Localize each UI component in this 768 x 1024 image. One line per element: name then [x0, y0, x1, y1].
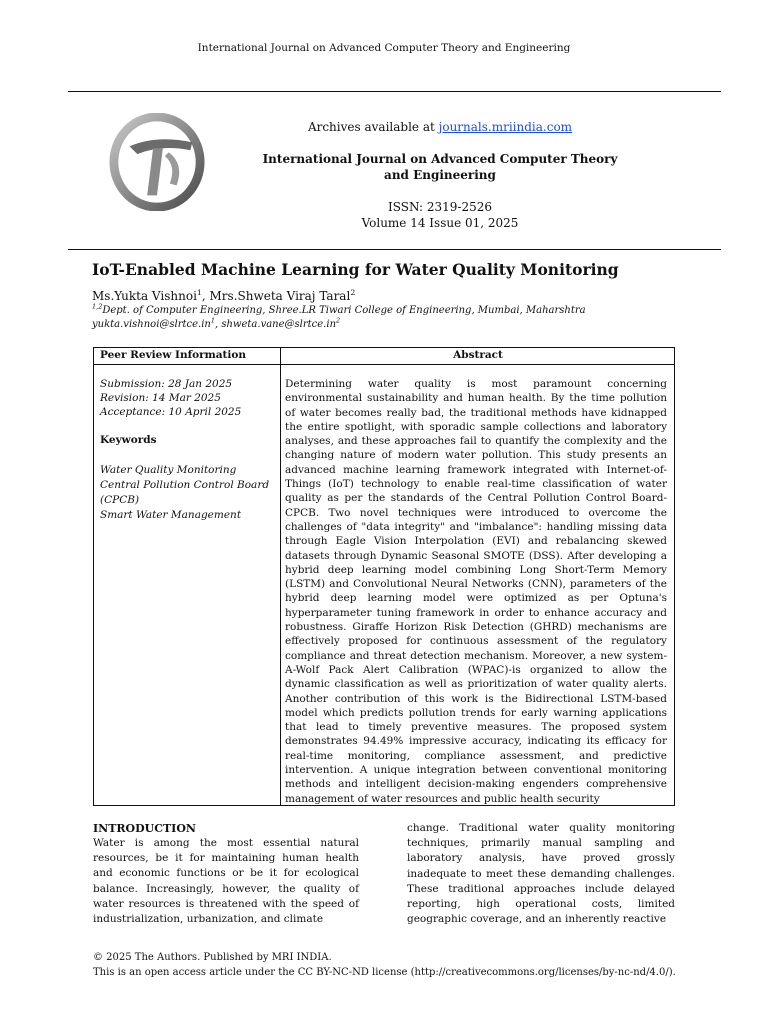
affiliation — [92, 302, 586, 316]
email-1[interactable]: yukta.vishnoi@slrtce.in — [92, 319, 211, 330]
keywords-heading: Keywords — [100, 434, 157, 446]
email-2-sup: 2 — [336, 316, 341, 325]
masthead-rule — [68, 249, 721, 250]
acceptance-date: Acceptance: 10 April 2025 — [100, 406, 242, 418]
archives-line — [255, 120, 625, 134]
journal-name: International Journal on Advanced Computer Theory and Engineering — [262, 152, 618, 182]
keyword-item: Central Pollution Control Board (CPCB) — [100, 479, 270, 506]
affiliation-sup: 1,2 — [92, 302, 103, 311]
author-2: Mrs.Shweta Viraj Taral — [209, 289, 351, 303]
peer-review-heading: Peer Review Information — [100, 349, 247, 361]
authors — [92, 289, 355, 303]
emails — [92, 316, 341, 330]
author-separator: , — [201, 289, 210, 303]
email-separator: , — [215, 319, 222, 330]
introduction-heading: INTRODUCTION — [93, 822, 196, 835]
article-title: IoT-Enabled Machine Learning for Water Quality Monitoring — [92, 260, 619, 279]
email-2[interactable]: shweta.vane@slrtce.in — [221, 319, 337, 330]
author-1: Ms.Yukta Vishnoi — [92, 289, 197, 303]
issn-block — [255, 199, 625, 231]
revision-date: Revision: 14 Mar 2025 — [100, 392, 221, 404]
review-dates — [100, 377, 241, 419]
keyword-item: Smart Water Management — [100, 509, 242, 521]
introduction-right-column: change. Traditional water quality monitoring techniques, primarily manual sampling and laboratory analysis, have proved grossly inadequate to meet these demanding challenges. These traditional approaches include delayed reporting, high operational costs, limited geographic coverage, and an inherently reactive — [407, 822, 675, 926]
running-header: International Journal on Advanced Computer Theory and Engineering — [197, 42, 571, 54]
abstract-text: Determining water quality is most paramount concerning environmental sustainability and human health. By the time pollution of water becomes really bad, the traditional methods have kidnapped the entire spotlight, with sporadic sample collections and laboratory analyses, and these approaches fail to quantify the complexity and the changing nature of modern water pollution. This study presents an advanced machine learning framework integrated with Internet-of-Things (IoT) technology to enable real-time classification of water quality as per the standards of the Central Pollution Control Board-CPCB. Two novel techniques were introduced to overcome the challenges of "data integrity" and "imbalance": handling missing data through Eagle Vision Interpolation (EVI) and rebalancing skewed datasets through Dynamic Seasonal SMOTE (DSS). After developing a hybrid deep learning model combining Long Short-Term Memory (LSTM) and Convolutional Neural Networks (CNN), parameters of the hybrid deep learning model were optimized as per Optuna's hyperparameter tuning framework in order to enhance accuracy and robustness. Giraffe Horizon Risk Detection (GHRD) mechanisms are effectively proposed for continuous assessment of the regulatory compliance and threat detection mechanism. Moreover, a new system-A-Wolf Pack Alert Calibration (WPAC)-is organized to allow the dynamic classification as well as prioritization of water quality alerts. Another contribution of this work is the Bidirectional LSTM-based model which predicts pollution trends for early warning applications that lead to timely preventive measures. The proposed system demonstrates 94.49% impressive accuracy, indicating its efficacy for real-time monitoring, compliance assessment, and predictive intervention. A unique integration between conventional monitoring methods and intelligent decision-making engenders comprehensive management of water resources and public health security — [285, 378, 667, 805]
info-abstract-box — [93, 347, 675, 806]
abstract-heading: Abstract — [453, 349, 503, 361]
email-1-sup: 1 — [210, 316, 215, 325]
archives-link[interactable]: journals.mriindia.com — [438, 120, 573, 134]
journal-logo — [108, 113, 206, 211]
copyright-line: © 2025 The Authors. Published by MRI INDIA. — [93, 952, 332, 963]
keywords-list — [100, 463, 276, 523]
introduction-left-column: Water is among the most essential natural resources, be it for maintaining human health and economic functions or be it for ecological balance. Increasingly, however, the quality of water resources is threatened with the speed of industrialization, urbanization, and climate — [93, 837, 359, 926]
issn: ISSN: 2319-2526 — [387, 200, 493, 214]
volume-issue: Volume 14 Issue 01, 2025 — [361, 216, 519, 230]
affiliation-text: Dept. of Computer Engineering, Shree.LR Tiwari College of Engineering, Mumbai, Maharshtra — [102, 305, 586, 316]
author-1-sup: 1 — [196, 288, 202, 297]
submission-date: Submission: 28 Jan 2025 — [100, 378, 233, 390]
header-rule — [68, 91, 721, 92]
box-header-rule — [94, 364, 674, 365]
keyword-item: Water Quality Monitoring — [100, 464, 237, 476]
box-divider — [280, 348, 281, 805]
license-line: This is an open access article under the CC BY-NC-ND license (http://creativecommons.org/licenses/by-nc-nd/4.0/). — [93, 967, 676, 978]
archives-prefix: Archives available at — [307, 120, 439, 134]
author-2-sup: 2 — [350, 288, 356, 297]
